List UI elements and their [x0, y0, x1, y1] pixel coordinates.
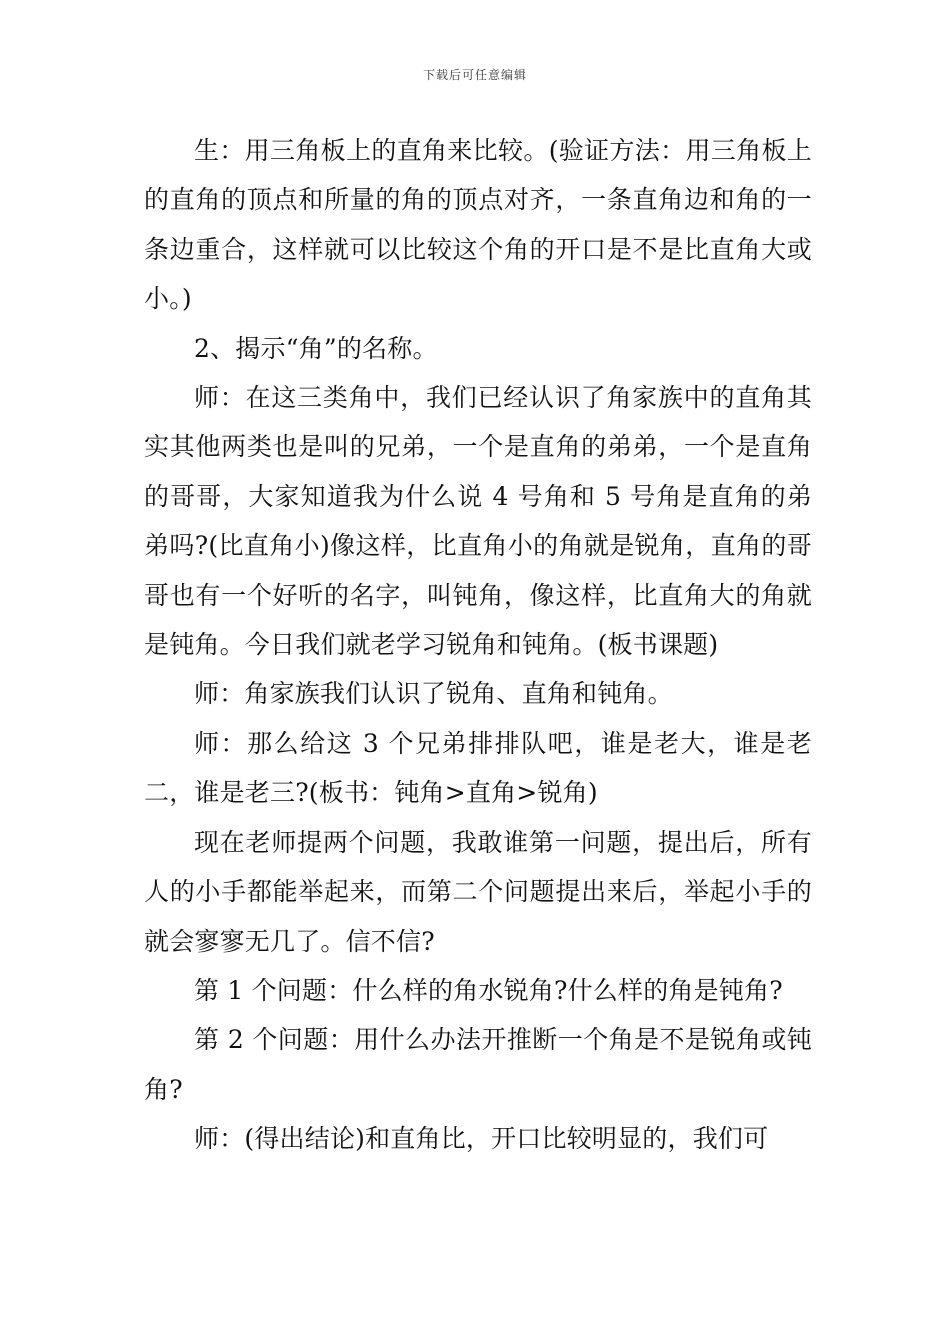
paragraph-conclusion: 师：(得出结论)和直角比，开口比较明显的，我们可: [194, 1124, 769, 1154]
paragraph-teacher-explanation: 师：在这三类角中，我们已经认识了角家族中的直角其实其他两类也是叫的兄弟，一个是直角的弟弟，一个是直角的哥哥，大家知道我为什么说 4 号角和 5 号角是直角的弟弟吗?(比直角小)像这样，比直角小的角就是锐角，直角的哥哥也有一个好听的名字，叫钝角，像这样，比直角大的角就是钝角。今日我们就老学习锐角和钝角。(板书课题): [144, 383, 812, 660]
paragraph-question-1: 第 1 个问题：什么样的角水锐角?什么样的角是钝角?: [194, 975, 783, 1005]
paragraph-angle-family: 师：角家族我们认识了锐角、直角和钝角。: [194, 679, 673, 709]
paragraph-reveal-angle-name: 2、揭示“角”的名称。: [194, 333, 438, 363]
document-body: [144, 126, 812, 1164]
paragraph-question-2: 第 2 个问题：用什么办法开推断一个角是不是锐角或钝角?: [144, 1025, 812, 1104]
paragraph-student-answer: 生：用三角板上的直角来比较。(验证方法：用三角板上的直角的顶点和所量的角的顶点对齐，一条直角边和角的一条边重合，这样就可以比较这个角的开口是不是比直角大或小。): [144, 136, 812, 314]
paragraph-two-questions: 现在老师提两个问题，我敢谁第一问题，提出后，所有人的小手都能举起来，而第二个问题提出来后，举起小手的就会寥寥无几了。信不信?: [144, 827, 812, 956]
page-header-note: 下载后可任意编辑: [422, 68, 527, 82]
paragraph-ordering: 师：那么给这 3 个兄弟排排队吧，谁是老大，谁是老二，谁是老三?(板书：钝角>直角>锐角): [144, 728, 812, 808]
